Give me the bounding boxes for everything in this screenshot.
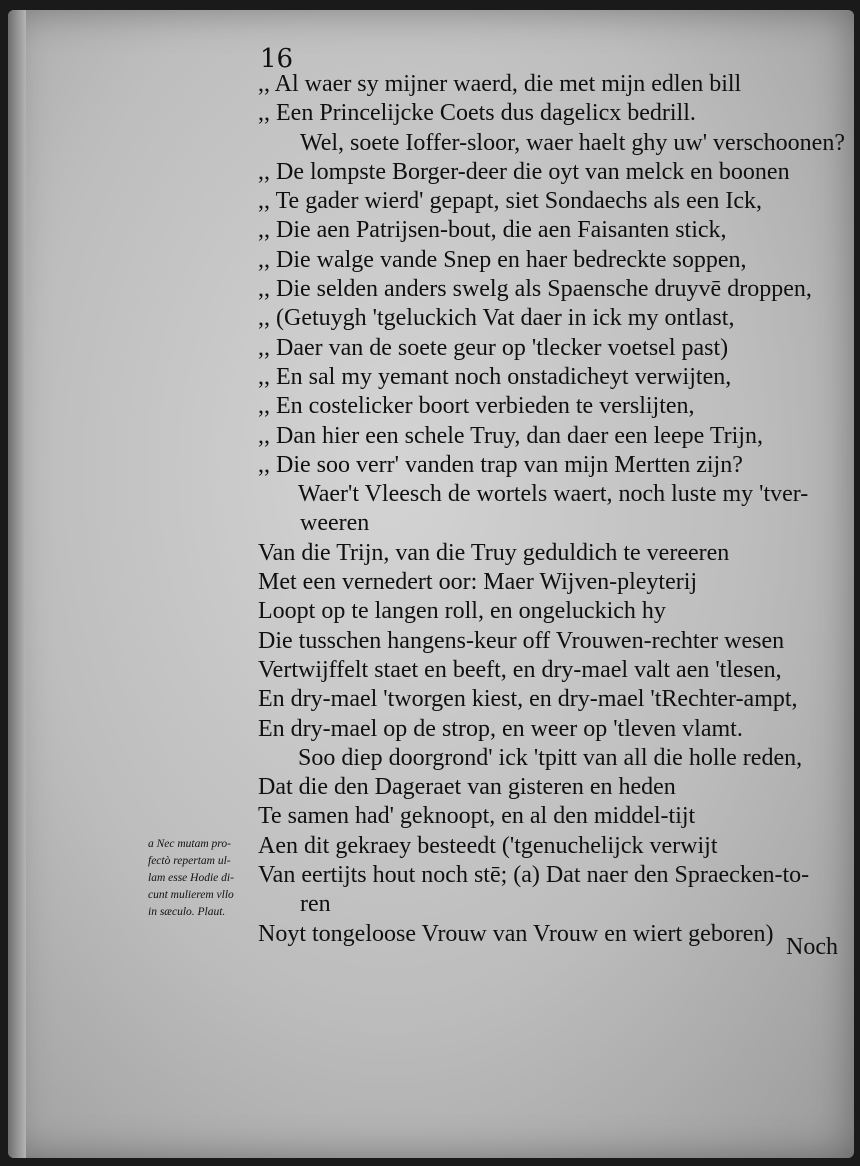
poem-line: Noyt tongeloose Vrouw van Vrouw en wiert geboren) [258,920,774,947]
poem-line: Te samen had' geknoopt, en al den middel-tijt [258,803,696,830]
poem-text [258,70,845,949]
poem-line: ,, Een Princelijcke Coets dus dagelicx bedrill. [258,100,696,127]
marginal-note-line: cunt mulierem vllo [148,889,234,901]
poem-line: Met een vernedert oor: Maer Wijven-pleyterij [258,569,698,596]
poem-line: Soo diep doorgrond' ick 'tpitt van all die holle reden, [298,744,803,771]
poem-line: ,, En sal my yemant noch onstadicheyt verwijten, [258,363,732,390]
poem-line: ,, Al waer sy mijner waerd, die met mijn edlen bill [258,71,742,97]
poem-line: ,, Die selden anders swelg als Spaensche druyvē droppen, [258,276,812,303]
poem-line: Dat die den Dageraet van gisteren en heden [258,774,676,801]
poem-line: Waer't Vleesch de wortels waert, noch luste my 'tver- [298,481,809,508]
marginal-note [148,836,258,921]
marginal-note-line: lam esse Hodie di- [148,872,234,884]
book-page [8,10,854,1158]
poem-line: ,, Daer van de soete geur op 'tlecker voetsel past) [258,334,729,361]
poem-line: ,, Die walge vande Snep en haer bedreckte soppen, [258,246,747,273]
poem-line: Die tusschen hangens-keur off Vrouwen-rechter wesen [258,627,785,654]
poem-line: ,, De lompste Borger-deer die oyt van melck en boonen [258,158,790,185]
poem-line: weeren [300,510,370,537]
poem-line: ,, Die aen Patrijsen-bout, die aen Faisanten stick, [258,217,727,244]
poem-line: ,, Die soo verr' vanden trap van mijn Mertten zijn? [258,451,743,478]
poem-line: Van die Trijn, van die Truy geduldich te vereeren [258,539,730,566]
marginal-note-line: a Nec mutam pro- [148,838,231,850]
poem-line: En dry-mael op de strop, en weer op 'tleven vlamt. [258,715,743,742]
page-number: 16 [260,44,294,74]
poem-line: Vertwijffelt staet en beeft, en dry-mael valt aen 'tlesen, [258,656,782,683]
poem-line: En dry-mael 'tworgen kiest, en dry-mael 'tRechter-ampt, [258,686,798,713]
poem-line: ,, Te gader wierd' gepapt, siet Sondaechs als een Ick, [258,188,763,215]
poem-line: Wel, soete Ioffer-sloor, waer haelt ghy uw' verschoonen? [300,129,845,156]
poem-line: ,, Dan hier een schele Truy, dan daer een leepe Trijn, [258,422,763,449]
poem-line: ,, (Getuygh 'tgeluckich Vat daer in ick my ontlast, [258,305,735,332]
poem-line: Van eertijts hout noch stē; (a) Dat naer den Spraecken-to- [258,862,810,889]
marginal-note-line: in sæculo. Plaut. [148,906,226,918]
marginal-note-line: fectò repertam ul- [148,855,231,867]
poem-line: ,, En costelicker boort verbieden te verslijten, [258,393,695,420]
poem-line: Loopt op te langen roll, en ongeluckich hy [258,598,666,625]
catchword: Noch [786,934,838,960]
poem-line: ren [300,891,331,918]
page-gutter-shadow [8,10,26,1158]
poem-line: Aen dit gekraey besteedt ('tgenuchelijck verwijt [258,832,718,859]
